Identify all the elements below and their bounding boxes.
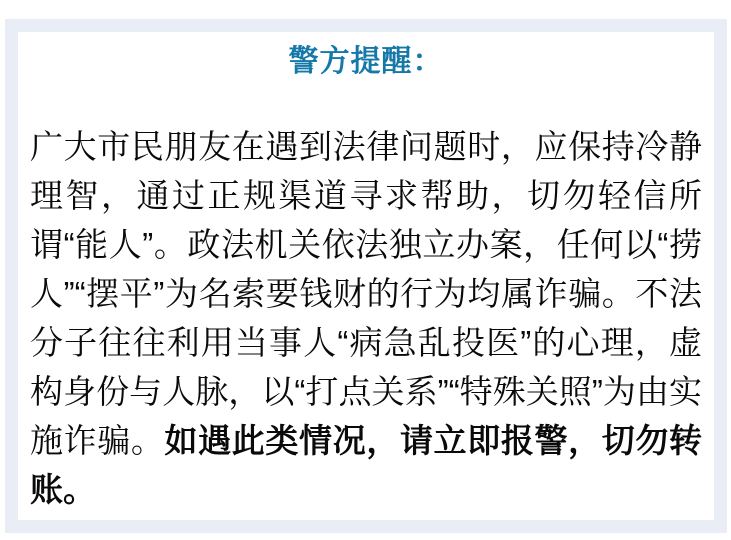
notice-body-bold-warning: 如遇此类情况，请立即报警，切勿转账。 <box>30 422 703 508</box>
notice-content-panel <box>18 32 714 520</box>
notice-title: 警方提醒： <box>288 45 444 78</box>
notice-card-frame <box>5 19 727 533</box>
notice-body-regular-text: 广大市民朋友在遇到法律问题时，应保持冷静理智，通过正规渠道寻求帮助，切勿轻信所谓“能人”。政法机关依法独立办案，任何以“捞人”“摆平”为名索要钱财的行为均属诈骗。不法分子往往利用当事人“病急乱投医”的心理，虚构身份与人脉，以“打点关系”“特殊关照”为由实施诈骗。 <box>30 128 702 459</box>
notice-body <box>30 122 702 514</box>
